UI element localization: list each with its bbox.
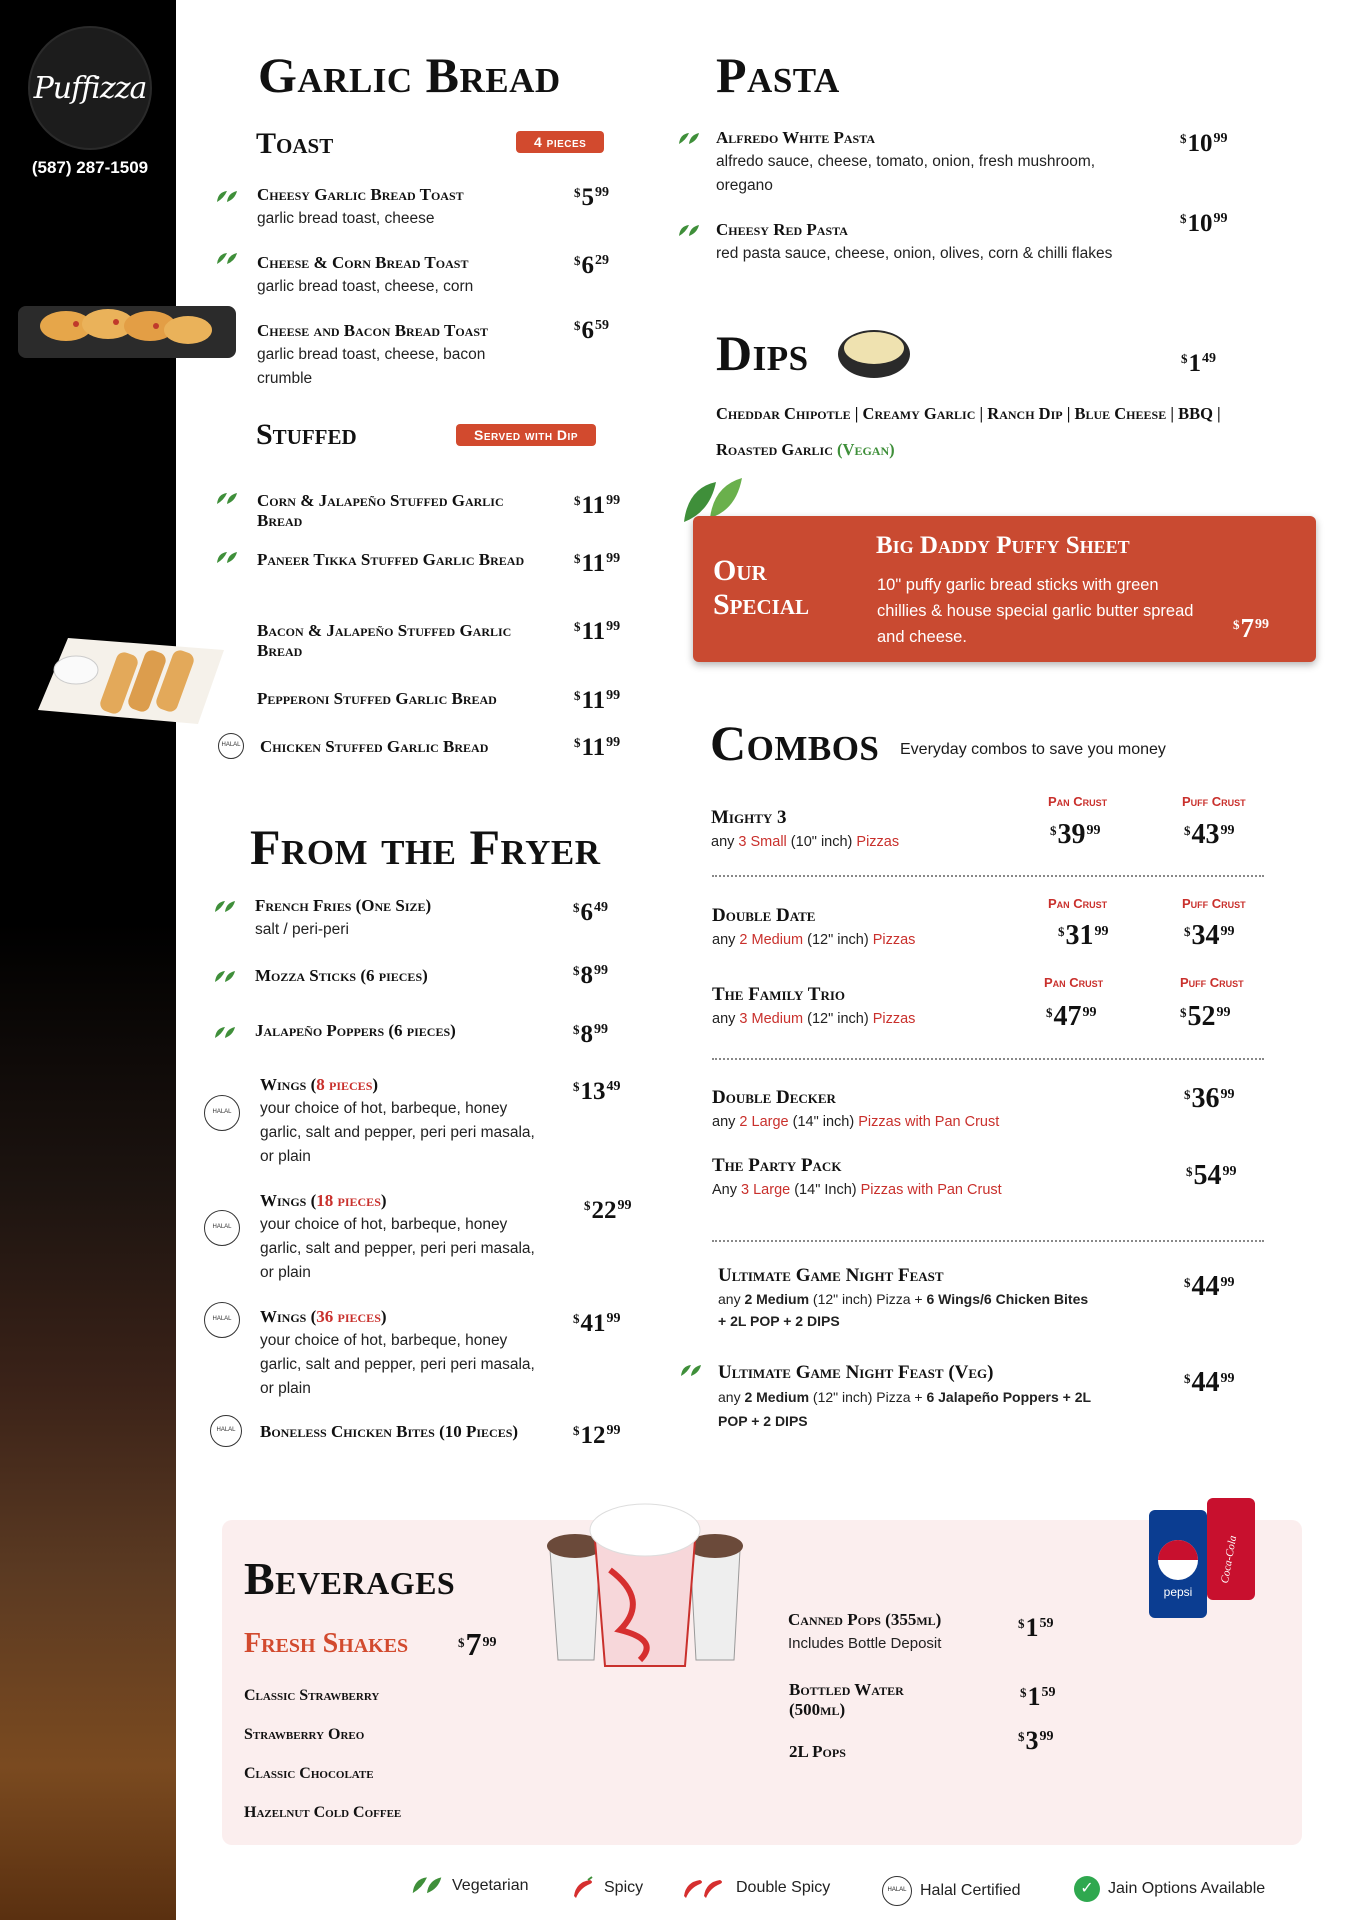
divider <box>712 1058 1264 1060</box>
toast-title: Toast <box>256 127 334 160</box>
shake-item: Strawberry Oreo <box>244 1726 365 1743</box>
special-card <box>693 516 1316 662</box>
item-price: $^{\$}11^{99}$ <box>574 492 621 519</box>
item-desc: your choice of hot, barbeque, honey garlic, salt and pepper, peri peri masala, or plain <box>260 1332 535 1397</box>
combo-price: $^{\$}54^{99}$ <box>1186 1160 1237 1191</box>
logo-text: Puffizza <box>33 70 147 106</box>
halal-icon: HALAL <box>204 1095 240 1131</box>
vegetarian-leaf-icon <box>680 1364 702 1378</box>
shakes-price: $^{\$}7^{99}$ <box>458 1626 497 1662</box>
item-price: $^{\$}11^{99}$ <box>574 618 621 645</box>
stuffed-badge: Served with Dip <box>456 424 596 446</box>
combo-desc: Any 3 Large (14" Inch) Pizzas with Pan Crust <box>712 1182 1002 1198</box>
brand-logo <box>28 26 152 150</box>
legend-spicy: Spicy <box>570 1876 643 1900</box>
item-name: Cheese and Bacon Bread Toast <box>257 321 489 340</box>
drink-desc: Includes Bottle Deposit <box>788 1635 942 1652</box>
garlic-toast-image <box>16 296 238 366</box>
soda-cans-image <box>1145 1490 1285 1630</box>
vegetarian-leaf-icon <box>216 492 238 506</box>
combo-price: $^{\$}44^{99}$ <box>1184 1271 1235 1302</box>
combo-name: Ultimate Game Night Feast (Veg) <box>718 1362 994 1383</box>
combo-desc: any 2 Medium (12" inch) Pizzas <box>712 932 916 948</box>
pan-price: $^{\$}31^{99}$ <box>1058 920 1109 951</box>
menu-item <box>257 689 547 709</box>
drink-name: 2L Pops <box>789 1742 846 1761</box>
item-price: $^{\$}10^{99}$ <box>1180 130 1228 157</box>
combo-name: The Family Trio <box>712 984 846 1005</box>
combo-item <box>718 1266 1158 1332</box>
drink-price: $^{\$}1^{59}$ <box>1018 1613 1054 1642</box>
legend-jain: ✓ Jain Options Available <box>1074 1876 1265 1902</box>
item-name: Jalapeño Poppers (6 pieces) <box>255 1021 456 1040</box>
dip-bowl-image <box>836 320 912 382</box>
menu-item <box>260 737 550 757</box>
item-name: Mozza Sticks (6 pieces) <box>255 966 428 985</box>
fryer-title: From the Fryer <box>250 819 601 875</box>
item-price: $^{\$}6^{59}$ <box>574 317 609 344</box>
pan-crust-label: Pan Crust <box>1044 975 1104 990</box>
menu-item <box>260 1191 550 1285</box>
pan-price: $^{\$}39^{99}$ <box>1050 819 1101 850</box>
combo-name: Mighty 3 <box>711 807 787 828</box>
combos-title: Combos <box>710 715 880 771</box>
combo-desc: any 2 Medium (12" inch) Pizza + 6 Wings/6 Chicken Bites + 2L POP + 2 DIPS <box>718 1291 1089 1329</box>
item-price: $^{\$}12^{99}$ <box>573 1422 621 1449</box>
item-name: Chicken Stuffed Garlic Bread <box>260 737 489 756</box>
special-title: Big Daddy Puffy Sheet <box>876 532 1130 559</box>
item-price: $^{\$}13^{49}$ <box>573 1078 621 1105</box>
combo-item <box>712 985 915 1031</box>
drink-price: $^{\$}3^{99}$ <box>1018 1726 1054 1755</box>
stuffed-title: Stuffed <box>256 418 357 451</box>
item-name: Bacon & Jalapeño Stuffed Garlic Bread <box>257 621 512 660</box>
menu-item <box>716 128 1116 198</box>
double-chili-icon <box>680 1876 728 1900</box>
drink-name: Bottled Water (500ml) <box>789 1680 904 1719</box>
pasta-title: Pasta <box>716 47 840 103</box>
item-price: $^{\$}6^{49}$ <box>573 899 608 926</box>
item-price: $^{\$}5^{99}$ <box>574 184 609 211</box>
dips-title: Dips <box>716 325 809 381</box>
item-name: Pepperoni Stuffed Garlic Bread <box>257 689 497 708</box>
item-price: $^{\$}8^{99}$ <box>573 962 608 989</box>
item-name: Corn & Jalapeño Stuffed Garlic Bread <box>257 491 504 530</box>
toast-badge: 4 pieces <box>516 131 604 153</box>
vegetarian-leaf-icon <box>216 252 238 266</box>
svg-text:Coca-Cola: Coca-Cola <box>1218 1534 1240 1585</box>
item-price: $^{\$}8^{99}$ <box>573 1021 608 1048</box>
puff-price: $^{\$}34^{99}$ <box>1184 920 1235 951</box>
shake-item: Hazelnut Cold Coffee <box>244 1804 402 1821</box>
check-icon: ✓ <box>1074 1876 1100 1902</box>
combos-subtitle: Everyday combos to save you money <box>900 741 1166 758</box>
item-name: Cheesy Red Pasta <box>716 220 848 239</box>
item-name: Cheesy Garlic Bread Toast <box>257 185 464 204</box>
garlic-bread-title: Garlic Bread <box>258 47 561 103</box>
puff-crust-label: Puff Crust <box>1182 896 1246 911</box>
vegetarian-leaf-icon <box>214 1026 236 1040</box>
item-price: $^{\$}6^{29}$ <box>574 252 609 279</box>
item-name: Wings (8 pieces) <box>260 1075 379 1094</box>
combo-price: $^{\$}44^{99}$ <box>1184 1367 1235 1398</box>
drink-price: $^{\$}1^{59}$ <box>1020 1682 1056 1711</box>
menu-item <box>255 1021 535 1041</box>
divider <box>712 1240 1264 1242</box>
item-desc: garlic bread toast, cheese, bacon crumble <box>257 346 486 387</box>
halal-icon: HALAL <box>204 1210 240 1246</box>
menu-item <box>257 491 547 531</box>
combo-item <box>718 1363 1158 1433</box>
menu-item <box>257 621 547 661</box>
combo-price: $^{\$}36^{99}$ <box>1184 1083 1235 1114</box>
item-name: Cheese & Corn Bread Toast <box>257 253 469 272</box>
drink-item <box>789 1680 939 1720</box>
vegetarian-leaf-icon <box>216 190 238 204</box>
vegetarian-leaf-icon <box>678 132 700 146</box>
combo-name: Ultimate Game Night Feast <box>718 1265 944 1286</box>
puff-price: $^{\$}43^{99}$ <box>1184 819 1235 850</box>
pan-crust-label: Pan Crust <box>1048 896 1108 911</box>
menu-item <box>716 220 1126 266</box>
menu-item <box>257 550 527 570</box>
combo-item <box>712 906 915 952</box>
vegetarian-leaf-icon <box>410 1876 444 1896</box>
combo-item <box>711 808 899 854</box>
halal-icon: HALAL <box>204 1302 240 1338</box>
combo-desc: any 3 Medium (12" inch) Pizzas <box>712 1011 916 1027</box>
item-name: French Fries (One Size) <box>255 896 432 915</box>
item-desc: alfredo sauce, cheese, tomato, onion, fresh mushroom, oregano <box>716 153 1096 194</box>
special-desc: 10" puffy garlic bread sticks with green chillies & house special garlic butter spread and cheese. <box>877 576 1194 646</box>
dips-price: $^{\$}1^{49}$ <box>1181 350 1216 377</box>
item-desc: red pasta sauce, cheese, onion, olives, corn & chilli flakes <box>716 245 1113 262</box>
item-price: $^{\$}11^{99}$ <box>574 550 621 577</box>
item-name: Wings (18 pieces) <box>260 1191 387 1210</box>
item-name: Alfredo White Pasta <box>716 128 875 147</box>
item-desc: salt / peri-peri <box>255 921 349 938</box>
combo-desc: any 2 Medium (12" inch) Pizza + 6 Jalapeño Poppers + 2L POP + 2 DIPS <box>718 1389 1092 1429</box>
shake-item: Classic Chocolate <box>244 1765 374 1782</box>
pan-price: $^{\$}47^{99}$ <box>1046 1001 1097 1032</box>
combo-name: Double Date <box>712 905 816 926</box>
item-price: $^{\$}41^{99}$ <box>573 1310 621 1337</box>
drink-item <box>788 1610 941 1656</box>
menu-item <box>260 1075 550 1169</box>
item-price: $^{\$}10^{99}$ <box>1180 210 1228 237</box>
sidebar <box>0 0 176 1920</box>
menu-item <box>257 253 527 299</box>
combo-name: Double Decker <box>712 1087 836 1108</box>
shake-item: Classic Strawberry <box>244 1687 380 1704</box>
dips-list: Cheddar Chipotle | Creamy Garlic | Ranch Dip | Blue Cheese | BBQ | <box>716 404 1221 423</box>
milkshakes-image <box>540 1470 750 1670</box>
item-name: Paneer Tikka Stuffed Garlic Bread <box>257 550 525 569</box>
halal-icon: HALAL <box>882 1876 912 1906</box>
item-desc: garlic bread toast, cheese <box>257 210 435 227</box>
special-price: $^{\$}7^{99}$ <box>1233 613 1269 643</box>
pan-crust-label: Pan Crust <box>1048 794 1108 809</box>
puff-crust-label: Puff Crust <box>1180 975 1244 990</box>
item-price: $^{\$}11^{99}$ <box>574 734 621 761</box>
legend-vegetarian: Vegetarian <box>410 1876 529 1896</box>
drink-item <box>789 1742 846 1762</box>
vegetarian-leaf-icon <box>216 551 238 565</box>
item-desc: garlic bread toast, cheese, corn <box>257 278 474 295</box>
dips-list-2: Roasted Garlic (Vegan) <box>716 440 895 459</box>
combo-desc: any 3 Small (10" inch) Pizzas <box>711 834 900 850</box>
menu-item <box>260 1422 560 1442</box>
menu-item <box>260 1307 550 1401</box>
item-desc: your choice of hot, barbeque, honey garlic, salt and pepper, peri peri masala, or plain <box>260 1216 535 1281</box>
phone-number[interactable]: (587) 287-1509 <box>31 158 149 177</box>
halal-icon: HALAL <box>218 733 244 759</box>
vegetarian-leaf-icon <box>214 970 236 984</box>
stuffed-bread-image <box>28 630 226 726</box>
menu-item <box>255 896 535 942</box>
chili-icon <box>570 1876 596 1900</box>
combo-desc: any 2 Large (14" inch) Pizzas with Pan Crust <box>712 1114 1000 1130</box>
halal-icon: HALAL <box>210 1415 242 1447</box>
vegetarian-leaf-icon <box>214 900 236 914</box>
divider <box>712 875 1264 877</box>
combo-name: The Party Pack <box>712 1155 842 1176</box>
puff-crust-label: Puff Crust <box>1182 794 1246 809</box>
puff-price: $^{\$}52^{99}$ <box>1180 1001 1231 1032</box>
legend-double-spicy: Double Spicy <box>680 1876 830 1900</box>
item-price: $^{\$}11^{99}$ <box>574 687 621 714</box>
legend-halal: HALAL Halal Certified <box>882 1876 1020 1906</box>
shakes-title: Fresh Shakes <box>244 1628 409 1659</box>
svg-text:pepsi: pepsi <box>1163 1585 1193 1599</box>
menu-item <box>255 966 535 986</box>
beverages-title: Beverages <box>244 1553 456 1604</box>
drink-name: Canned Pops (355ml) <box>788 1610 942 1629</box>
combo-item <box>712 1088 999 1134</box>
item-desc: your choice of hot, barbeque, honey garlic, salt and pepper, peri peri masala, or plain <box>260 1100 535 1165</box>
vegetarian-leaf-icon <box>678 224 700 238</box>
item-name: Boneless Chicken Bites (10 Pieces) <box>260 1422 519 1441</box>
menu-item <box>257 321 527 391</box>
item-price: $^{\$}22^{99}$ <box>584 1197 632 1224</box>
special-label: Our Special <box>713 554 810 621</box>
combo-item <box>712 1156 1002 1202</box>
menu-item <box>257 185 527 231</box>
item-name: Wings (36 pieces) <box>260 1307 387 1326</box>
